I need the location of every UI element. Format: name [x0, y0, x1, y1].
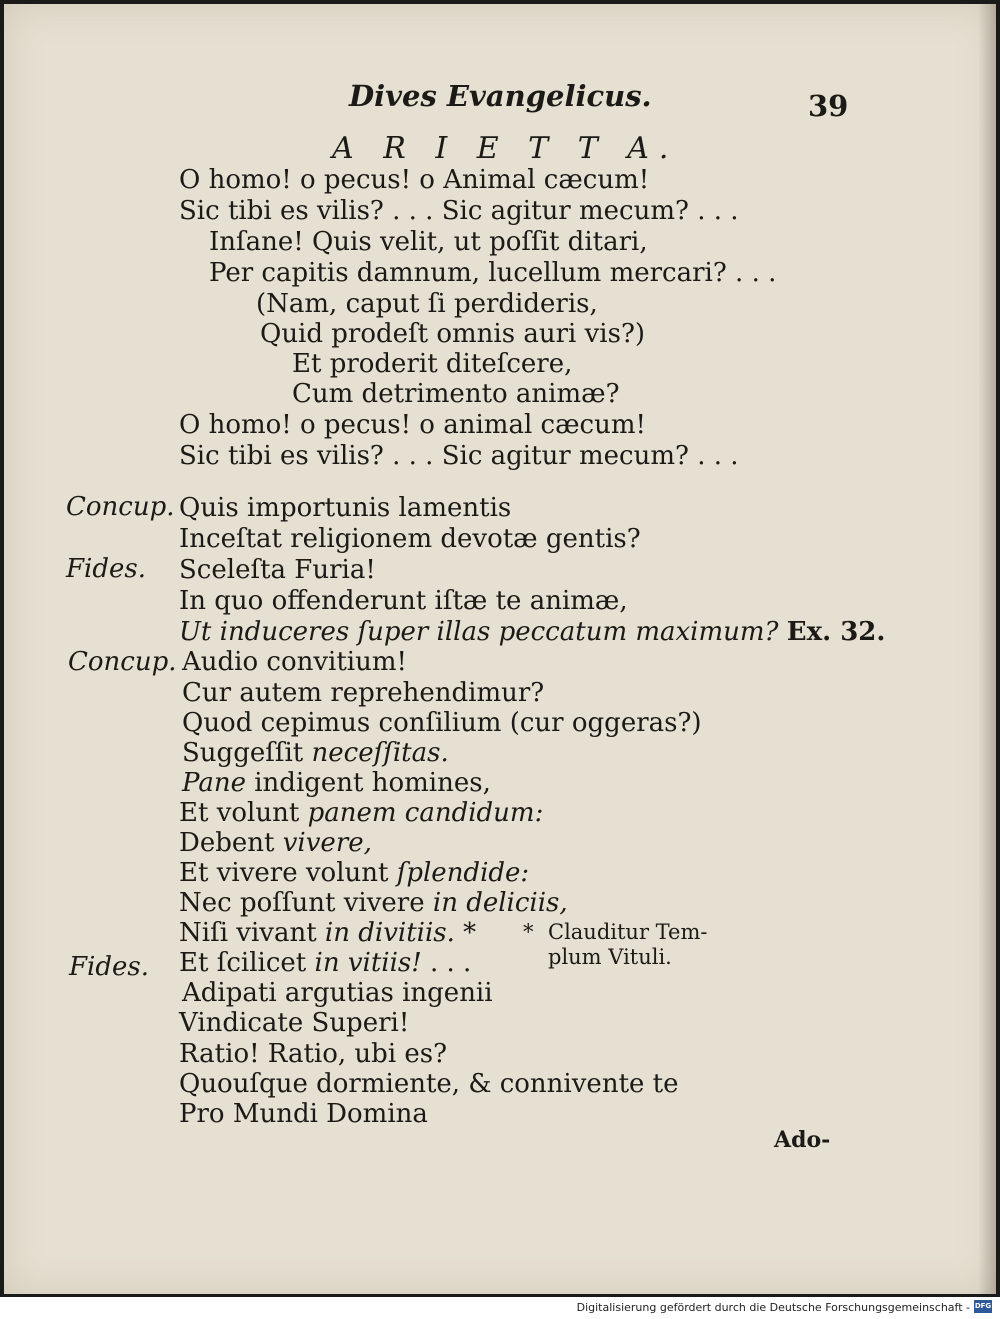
aria-line: Cum detrimento animæ?: [292, 379, 620, 409]
footnote-marker: *: [523, 920, 534, 944]
footer-credit: Digitalisierung gefördert durch die Deutsche Forschungsgemeinschaft -: [576, 1301, 970, 1314]
dialogue-line: [179, 619, 885, 645]
running-title: Dives Evangelicus.: [349, 79, 652, 113]
line-text: Et volunt: [179, 798, 300, 828]
aria-line: Sic tibi es vilis? . . . Sic agitur mecum? . . .: [179, 441, 739, 471]
footnote-mark: *: [463, 918, 477, 948]
line-emphasis: ſplendide:: [396, 858, 530, 888]
line-text: Et ſcilicet: [179, 948, 307, 978]
dialogue-line: [179, 920, 476, 946]
dfg-logo-icon: DFG: [974, 1300, 992, 1313]
aria-line: (Nam, caput ſi perdideris,: [256, 289, 598, 319]
book-page: [4, 4, 996, 1294]
page-edge: [978, 4, 996, 1294]
dialogue-line: Adipati argutias ingenii: [182, 978, 493, 1008]
dialogue-line: [179, 890, 568, 916]
dialogue-line: Ratio! Ratio, ubi es?: [179, 1039, 448, 1069]
line-text: Niſi vivant: [179, 918, 317, 948]
footnote-text: plum Vituli.: [548, 945, 672, 969]
line-emphasis: panem candidum:: [307, 798, 544, 828]
aria-line: Quid prodeſt omnis auri vis?): [260, 319, 646, 349]
dialogue-line: [179, 800, 543, 826]
dialogue-line: Sceleſta Furia!: [179, 555, 376, 585]
line-emphasis: in deliciis,: [432, 888, 568, 918]
catchword: Ado-: [774, 1127, 831, 1153]
page-number: 39: [808, 89, 849, 123]
dialogue-line: Quis importunis lamentis: [179, 493, 512, 523]
line-text: Et vivere volunt: [179, 858, 389, 888]
aria-line: Inſane! Quis velit, ut poſſit ditari,: [209, 227, 648, 257]
dialogue-line: [182, 770, 491, 796]
aria-line: Sic tibi es vilis? . . . Sic agitur mecum? . . .: [179, 196, 739, 226]
line-emphasis: in divitiis.: [324, 918, 455, 948]
line-emphasis: vivere,: [282, 828, 372, 858]
line-text: indigent homines,: [254, 768, 491, 798]
dialogue-line: Cur autem reprehendimur?: [182, 678, 545, 708]
line-text: Nec poſſunt vivere: [179, 888, 425, 918]
speaker-label: Concup.: [68, 647, 177, 677]
aria-line: O homo! o pecus! o Animal cæcum!: [179, 165, 650, 195]
line-emphasis: Pane: [182, 768, 246, 798]
aria-line: Et proderit diteſcere,: [292, 349, 573, 379]
line-text: . . .: [429, 948, 472, 978]
dialogue-line: [179, 830, 372, 856]
line-emphasis: in vitiis!: [314, 948, 422, 978]
footnote-text: Clauditur Tem-: [548, 920, 708, 944]
dialogue-line: Pro Mundi Domina: [179, 1099, 428, 1129]
aria-line: O homo! o pecus! o animal cæcum!: [179, 410, 646, 440]
dialogue-line: Quod cepimus conſilium (cur oggeras?): [182, 708, 702, 738]
line-text: Debent: [179, 828, 275, 858]
dialogue-line: [179, 950, 471, 976]
section-heading: A R I E T T A.: [332, 131, 679, 166]
line-emphasis: neceſſitas.: [311, 738, 449, 768]
bible-reference: Ex. 32.: [786, 617, 886, 647]
dialogue-line: In quo offenderunt iſtæ te animæ,: [179, 586, 628, 616]
dialogue-line: Inceſtat religionem devotæ gentis?: [179, 524, 641, 554]
digitization-footer: [0, 1297, 1000, 1319]
dialogue-line: [182, 740, 449, 766]
dialogue-line: [179, 860, 529, 886]
speaker-label: Concup.: [66, 492, 175, 522]
aria-line: Per capitis damnum, lucellum mercari? . . .: [209, 258, 777, 288]
dialogue-line: Vindicate Superi!: [179, 1008, 410, 1038]
speaker-label: Fides.: [69, 952, 149, 982]
line-text: Suggeſſit: [182, 738, 304, 768]
dialogue-line: Audio convitium!: [182, 647, 407, 677]
dialogue-line: Quouſque dormiente, & connivente te: [179, 1069, 679, 1099]
italic-quote: Ut induceres ſuper illas peccatum maximum?: [179, 617, 779, 647]
speaker-label: Fides.: [66, 554, 146, 584]
